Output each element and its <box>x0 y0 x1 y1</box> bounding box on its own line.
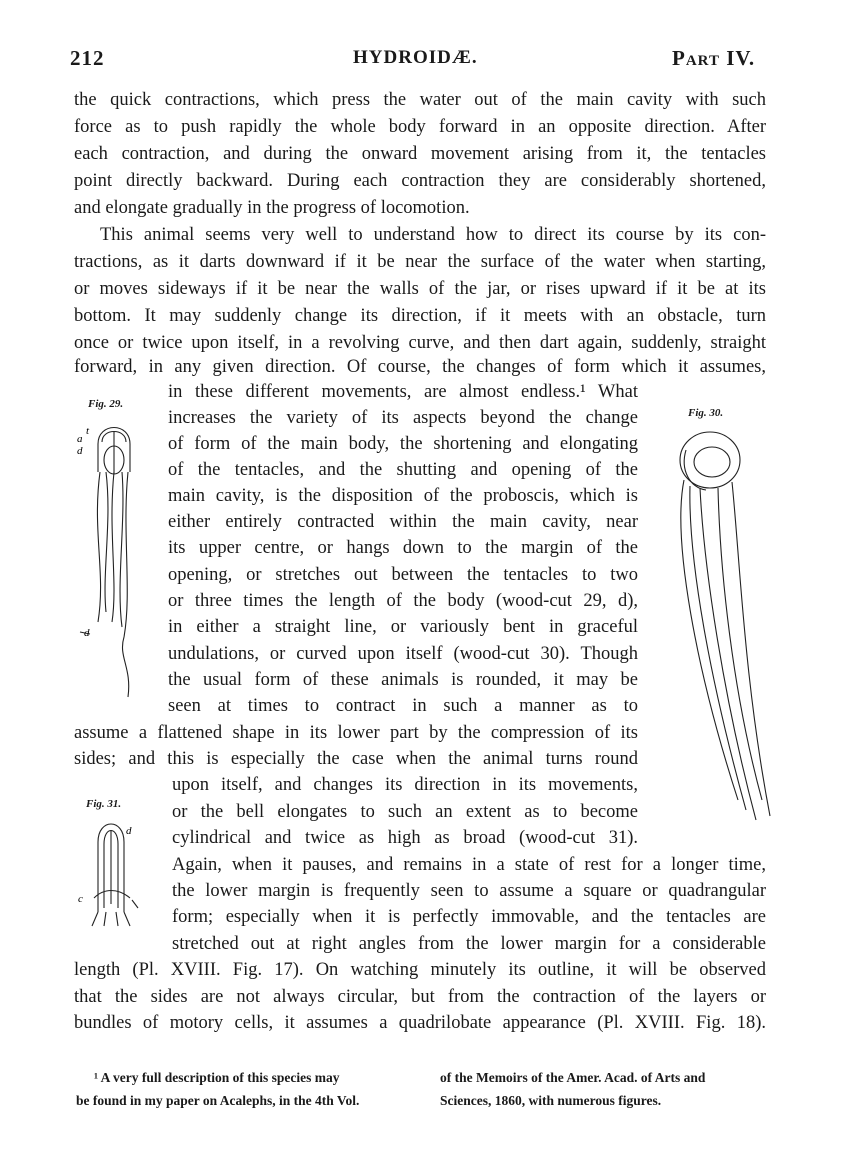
fig-29-label-t: t <box>86 425 90 437</box>
page-number: 212 <box>70 46 105 70</box>
text-line: form; especially when it is perfectly immovable, and the tentacles are <box>172 907 766 927</box>
text-line: or moves sideways if it be near the walls of the jar, or rises upward if it be at its <box>74 279 766 299</box>
text-line: increases the variety of its aspects beyond the change <box>168 408 638 428</box>
text-line: of the tentacles, and the shutting and opening of the <box>168 460 638 480</box>
text-line: cylindrical and twice as high as broad (wood-cut 31). <box>172 828 638 848</box>
text-line: point directly backward. During each contraction they are considerably shortened, <box>74 171 766 191</box>
text-line: This animal seems very well to understand how to direct its course by its con- <box>100 225 766 245</box>
footnote-right-line: Sciences, 1860, with numerous figures. <box>440 1093 662 1108</box>
text-line: of form of the main body, the shortening and elongating <box>168 434 638 454</box>
fig-30-illustration <box>660 420 780 820</box>
text-line: tractions, as it darts downward if it be near the surface of the water when starting, <box>74 252 766 272</box>
fig-29-label-a: a <box>77 433 83 445</box>
text-line: once or twice upon itself, in a revolving curve, and then dart again, suddenly, straight <box>74 333 766 353</box>
fig-31-caption: Fig. 31. <box>86 798 122 810</box>
text-line: bottom. It may suddenly change its direction, if it meets with an obstacle, turn <box>74 306 766 326</box>
text-line: the lower margin is frequently seen to assume a square or quadrangular <box>172 881 766 901</box>
text-line: and elongate gradually in the progress of locomotion. <box>74 198 470 218</box>
text-line: bundles of motory cells, it assumes a quadrilobate appearance (Pl. XVIII. Fig. 18). <box>74 1013 766 1033</box>
text-line: or the bell elongates to such an extent as to become <box>172 802 638 822</box>
text-line: either entirely contracted within the main cavity, near <box>168 512 638 532</box>
fig-29-label-d2: d <box>84 627 90 639</box>
text-line: stretched out at right angles from the lower margin for a considerable <box>172 934 766 954</box>
text-line: or three times the length of the body (wood-cut 29, d), <box>168 591 638 611</box>
fig-31-illustration <box>76 812 156 932</box>
text-line: opening, or stretches out between the tentacles to two <box>168 565 638 585</box>
text-line: length (Pl. XVIII. Fig. 17). On watching minutely its outline, it will be observed <box>74 960 766 980</box>
text-line: undulations, or curved upon itself (wood-cut 30). Though <box>168 644 638 664</box>
text-line: each contraction, and during the onward movement arising from it, the tentacles <box>74 144 766 164</box>
fig-29-illustration <box>72 412 152 702</box>
footnote-left-line: ¹ A very full description of this species may <box>94 1070 340 1085</box>
text-line: Again, when it pauses, and remains in a state of rest for a longer time, <box>172 855 766 875</box>
text-line: force as to push rapidly the whole body forward in an opposite direction. After <box>74 117 766 137</box>
part-label: Part IV. <box>672 46 756 70</box>
text-line: seen at times to contract in such a manner as to <box>168 696 638 716</box>
text-line: assume a flattened shape in its lower part by the compression of its <box>74 723 638 743</box>
text-line: its upper centre, or hangs down to the margin of the <box>168 538 638 558</box>
fig-29-caption: Fig. 29. <box>88 398 124 410</box>
text-line: in either a straight line, or variously bent in graceful <box>168 617 638 637</box>
fig-29-label-d: d <box>77 445 83 457</box>
text-line: the usual form of these animals is rounded, it may be <box>168 670 638 690</box>
footnote-right-line: of the Memoirs of the Amer. Acad. of Arts and <box>440 1070 706 1085</box>
text-line: sides; and this is especially the case when the animal turns round <box>74 749 638 769</box>
footnote-left-line: be found in my paper on Acalephs, in the 4th Vol. <box>76 1093 360 1108</box>
text-line: forward, in any given direction. Of course, the changes of form which it assumes, <box>74 357 766 377</box>
text-line: main cavity, is the disposition of the proboscis, which is <box>168 486 638 506</box>
fig-31-label-c: c <box>78 893 83 905</box>
fig-30-caption: Fig. 30. <box>688 407 724 419</box>
text-line: upon itself, and changes its direction in its movements, <box>172 775 638 795</box>
text-line: the quick contractions, which press the water out of the main cavity with such <box>74 90 766 110</box>
text-line: in these different movements, are almost endless.¹ What <box>168 382 638 402</box>
fig-31-label-d: d <box>126 825 132 837</box>
text-line: that the sides are not always circular, but from the contraction of the layers or <box>74 987 766 1007</box>
running-title: HYDROIDÆ. <box>353 47 478 68</box>
